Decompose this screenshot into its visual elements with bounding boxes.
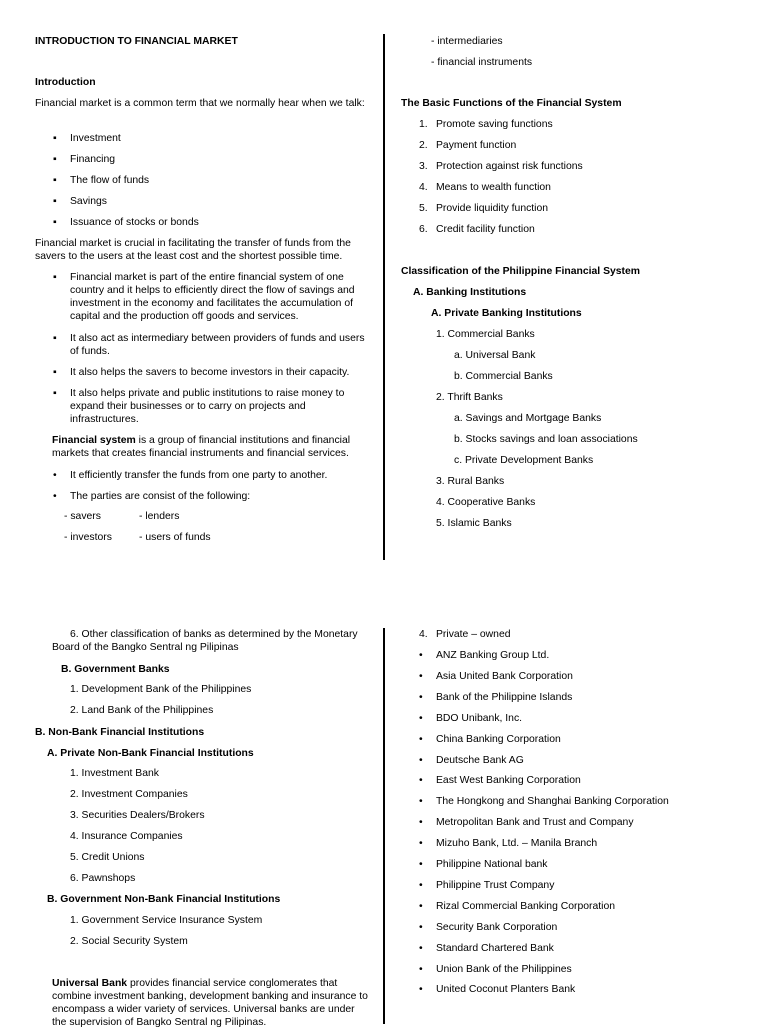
list-item: 4. Cooperative Banks — [436, 497, 536, 508]
bank-list-item: • Standard Chartered Bank — [436, 942, 554, 955]
bullet-icon — [419, 983, 423, 996]
bullet-icon — [419, 963, 423, 976]
bullet-icon — [419, 795, 423, 808]
list-item: 5. Credit Unions — [70, 852, 145, 863]
fs-point: • It efficiently transfer the funds from one party to another. — [70, 469, 327, 482]
bullet-icon — [53, 271, 57, 284]
bullet-icon — [419, 712, 423, 725]
list-item: b. Stocks savings and loan associations — [454, 434, 638, 445]
point-item: ▪ Financial market is part of the entire financial system of one country and it helps to efficiently direct the flow of savings and investment in the economy and facilitates the accumulation of capital and the production off goods and services. — [70, 271, 366, 323]
bullet-icon — [53, 490, 57, 503]
list-item: 2. Social Security System — [70, 936, 188, 947]
bullet-icon — [419, 879, 423, 892]
financial-system-term: Financial system — [52, 435, 136, 446]
crucial-paragraph: Financial market is crucial in facilitating the transfer of funds from the savers to the users at the least cost and the shortest possible time. — [35, 238, 351, 262]
list-item: 2. Investment Companies — [70, 789, 188, 800]
bullet-icon — [419, 774, 423, 787]
intro-lead: Financial market is a common term that we normally hear when we talk: — [35, 98, 365, 109]
bullet-icon — [53, 174, 57, 187]
page-title: INTRODUCTION TO FINANCIAL MARKET — [35, 36, 238, 47]
other-classification: 6. Other classification of banks as determined by the Monetary Board of the Bangko Sentral ng Pilipinas — [52, 629, 358, 653]
fs-point: • The parties are consist of the following: — [70, 490, 250, 503]
universal-bank-term: Universal Bank — [52, 978, 128, 989]
private-nonbank-heading: A. Private Non-Bank Financial Institutions — [47, 748, 254, 759]
bank-list-item: • Asia United Bank Corporation — [436, 670, 573, 683]
list-item: 6. Pawnshops — [70, 873, 136, 884]
list-item: 1. Government Service Insurance System — [70, 915, 263, 926]
list-item: 2. Land Bank of the Philippines — [70, 705, 214, 716]
financial-system-definition: Financial system is a group of financial institutions and financial markets that creates financial instruments and financial services. — [52, 435, 351, 459]
bank-list-item: • ANZ Banking Group Ltd. — [436, 649, 549, 662]
gov-nonbank-heading: B. Government Non-Bank Financial Institutions — [47, 894, 281, 905]
banking-heading: A. Banking Institutions — [413, 287, 527, 298]
bank-list-item: • East West Banking Corporation — [436, 774, 581, 787]
intro-heading: Introduction — [35, 77, 96, 88]
bank-list-item: • Mizuho Bank, Ltd. – Manila Branch — [436, 837, 597, 850]
point-item: ▪ It also helps the savers to become investors in their capacity. — [70, 366, 366, 379]
bullet-icon — [419, 900, 423, 913]
party-item: - users of funds — [139, 532, 211, 543]
list-item: ▪ Investment — [70, 132, 121, 145]
party-item: - savers — [64, 511, 101, 522]
list-item: ▪ Savings — [70, 195, 107, 208]
point-item: ▪ It also helps private and public institutions to raise money to expand their businesses or to carry on projects and infrastructures. — [70, 387, 366, 426]
list-item: ▪ Financing — [70, 153, 115, 166]
bank-list-item: • BDO Unibank, Inc. — [436, 712, 522, 725]
bank-list-item: • Philippine Trust Company — [436, 879, 554, 892]
list-item: 3. Rural Banks — [436, 476, 505, 487]
nonbank-heading: B. Non-Bank Financial Institutions — [35, 727, 205, 738]
bullet-icon — [53, 469, 57, 482]
functions-heading: The Basic Functions of the Financial System — [401, 98, 622, 109]
bank-list-item: • China Banking Corporation — [436, 733, 561, 746]
list-item: a. Savings and Mortgage Banks — [454, 413, 602, 424]
bullet-icon — [419, 754, 423, 767]
bank-list-item: • Bank of the Philippine Islands — [436, 691, 572, 704]
bank-list-item: • Union Bank of the Philippines — [436, 963, 572, 976]
list-item: 1. Investment Bank — [70, 768, 159, 779]
bullet-icon — [419, 733, 423, 746]
list-item: ▪ Issuance of stocks or bonds — [70, 216, 199, 229]
party-item: - financial instruments — [431, 57, 533, 68]
bullet-icon — [419, 858, 423, 871]
bullet-icon — [419, 816, 423, 829]
list-item: 1. Development Bank of the Philippines — [70, 684, 252, 695]
list-item: 3. Protection against risk functions — [419, 161, 583, 172]
list-item: 5. Islamic Banks — [436, 518, 512, 529]
column-divider-top — [383, 34, 385, 560]
list-item: 5. Provide liquidity function — [419, 203, 549, 214]
private-owned-heading: 4. Private – owned — [419, 629, 511, 640]
bullet-icon — [53, 132, 57, 145]
list-item: 1. Promote saving functions — [419, 119, 553, 130]
list-item: 2. Payment function — [419, 140, 517, 151]
bank-list-item: • Deutsche Bank AG — [436, 754, 524, 767]
bullet-icon — [419, 670, 423, 683]
list-item: 2. Thrift Banks — [436, 392, 503, 403]
bank-list-item: • Metropolitan Bank and Trust and Company — [436, 816, 634, 829]
party-item: - lenders — [139, 511, 180, 522]
private-banking-heading: A. Private Banking Institutions — [431, 308, 582, 319]
bullet-icon — [419, 691, 423, 704]
bullet-icon — [419, 837, 423, 850]
classification-heading: Classification of the Philippine Financial System — [401, 266, 641, 277]
list-item: 6. Credit facility function — [419, 224, 535, 235]
bullet-icon — [53, 195, 57, 208]
bullet-icon — [419, 942, 423, 955]
point-item: ▪ It also act as intermediary between providers of funds and users of funds. — [70, 332, 366, 358]
universal-bank-paragraph: Universal Bank provides financial service conglomerates that combine investment banking, development banking and insurance to encompass a wider variety of services. Universal banks are under the supervision of Bangko Sentral ng Pilipinas. — [52, 978, 368, 1028]
bullet-icon — [53, 387, 57, 400]
bank-list-item: • Philippine National bank — [436, 858, 548, 871]
bullet-icon — [53, 216, 57, 229]
column-divider-bottom — [383, 628, 385, 1024]
list-item: a. Universal Bank — [454, 350, 536, 361]
bullet-icon — [419, 921, 423, 934]
list-item: 1. Commercial Banks — [436, 329, 535, 340]
bullet-icon — [53, 366, 57, 379]
bullet-icon — [53, 153, 57, 166]
list-item: b. Commercial Banks — [454, 371, 553, 382]
bank-list-item: • Security Bank Corporation — [436, 921, 557, 934]
list-item: 4. Insurance Companies — [70, 831, 183, 842]
gov-banks-heading: B. Government Banks — [61, 664, 170, 675]
bank-list-item: • Rizal Commercial Banking Corporation — [436, 900, 615, 913]
list-item: 4. Means to wealth function — [419, 182, 551, 193]
list-item: 3. Securities Dealers/Brokers — [70, 810, 205, 821]
bullet-icon — [419, 649, 423, 662]
list-item: ▪ The flow of funds — [70, 174, 149, 187]
bank-list-item: • United Coconut Planters Bank — [436, 983, 575, 996]
party-item: - investors — [64, 532, 112, 543]
list-item: c. Private Development Banks — [454, 455, 594, 466]
bank-list-item: • The Hongkong and Shanghai Banking Corporation — [436, 795, 669, 808]
party-item: - intermediaries — [431, 36, 503, 47]
bullet-icon — [53, 332, 57, 345]
